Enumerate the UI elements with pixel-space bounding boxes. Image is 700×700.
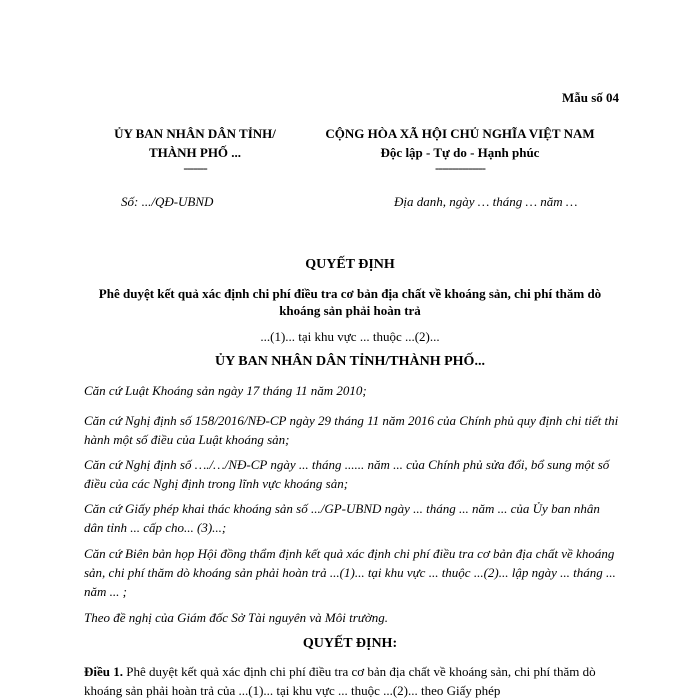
legal-basis-paragraph: Căn cứ Nghị định số 158/2016/NĐ-CP ngày 29 tháng 11 năm 2016 của Chính phủ quy định chi tiết thi hành một số điều của Luật khoáng sản;: [84, 413, 619, 447]
article-1: [84, 662, 620, 700]
place-date: Địa danh, ngày … tháng … năm …: [394, 194, 578, 209]
authority-line-1: ỦY BAN NHÂN DÂN TỈNH/: [114, 126, 276, 141]
issuing-authority-heading: ỦY BAN NHÂN DÂN TỈNH/THÀNH PHỐ...: [215, 354, 485, 369]
legal-basis-paragraph: Căn cứ Giấy phép khai thác khoáng sản số .../GP-UBND ngày ... tháng ... năm ... của Ủy ban nhân dân tỉnh ... cấp cho... (3)...;: [84, 501, 600, 535]
document-subtitle: Phê duyệt kết quả xác định chi phí điều tra cơ bản địa chất về khoáng sản, chi phí thăm dò khoáng sản phải hoàn trả: [98, 286, 602, 318]
area-line: ...(1)... tại khu vực ... thuộc ...(2)...: [260, 329, 440, 344]
authority-divider: -------: [183, 160, 207, 175]
document-title: QUYẾT ĐỊNH: [305, 257, 395, 272]
form-number: Mẫu số 04: [561, 90, 619, 105]
decision-heading: QUYẾT ĐỊNH:: [302, 636, 398, 651]
legal-basis-paragraph: Căn cứ Nghị định số …./…/NĐ-CP ngày ... tháng ...... năm ... của Chính phủ sửa đổi, bổ sung một số điều của các Nghị định trong lĩnh vực khoáng sản;: [84, 457, 610, 491]
proposal-paragraph: Theo đề nghị của Giám đốc Sở Tài nguyên và Môi trường.: [84, 610, 389, 625]
article-1-label: Điều 1.: [84, 664, 123, 679]
legal-basis-paragraph: Căn cứ Biên bản họp Hội đồng thẩm định kết quả xác định chi phí điều tra cơ bản địa chất về khoáng sản, chi phí thăm dò khoáng sản phải hoàn trả ...(1)... tại khu vực ... thuộc ...(2)... lập ngày ... tháng ... năm ... ;: [84, 546, 616, 599]
nation-motto: Độc lập - Tự do - Hạnh phúc: [380, 145, 540, 160]
nation-divider: ---------------: [435, 160, 485, 175]
legal-basis-paragraph: Căn cứ Luật Khoáng sản ngày 17 tháng 11 năm 2010;: [84, 383, 367, 398]
reference-number: Số: .../QĐ-UBND: [121, 194, 214, 209]
nation-name: CỘNG HÒA XÃ HỘI CHỦ NGHĨA VIỆT NAM: [325, 126, 595, 141]
authority-line-2: THÀNH PHỐ ...: [148, 145, 242, 160]
issuing-authority-header: [110, 124, 280, 174]
national-header: [286, 124, 634, 174]
article-1-text: Phê duyệt kết quả xác định chi phí điều tra cơ bản địa chất về khoáng sản, chi phí thăm dò khoáng sản phải hoàn trả của ...(1)... tại khu vực ... thuộc ...(2)... theo Giấy phép: [84, 664, 596, 698]
